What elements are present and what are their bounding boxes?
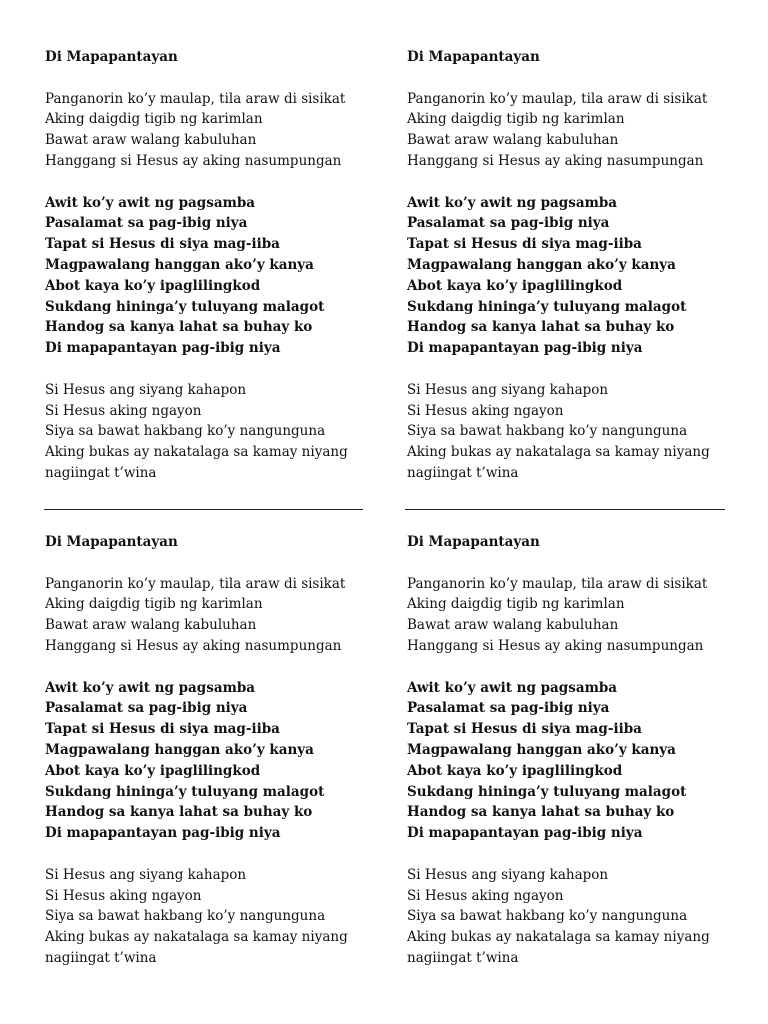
lyric-line: Bawat araw walang kabuluhan <box>407 132 619 149</box>
lyric-line: nagiingat t’wina <box>407 949 519 966</box>
lyric-line: Si Hesus aking ngayon <box>407 402 564 419</box>
lyric-line: Si Hesus ang siyang kahapon <box>45 866 247 883</box>
lyric-line: Si Hesus ang siyang kahapon <box>407 381 609 398</box>
chorus-line: Handog sa kanya lahat sa buhay ko <box>407 319 675 336</box>
lyric-line: Si Hesus aking ngayon <box>45 402 202 419</box>
chorus-line: Abot kaya ko’y ipaglilingkod <box>407 762 623 779</box>
chorus <box>45 193 375 359</box>
song-title: Di Mapapantayan <box>407 534 540 550</box>
chorus-line: Abot kaya ko’y ipaglilingkod <box>45 277 261 294</box>
verse-1 <box>407 89 737 172</box>
verse-1 <box>45 574 375 657</box>
chorus <box>407 193 737 359</box>
lyric-line: Hanggang si Hesus ay aking nasumpungan <box>45 152 342 169</box>
lyric-line: Si Hesus aking ngayon <box>407 887 564 904</box>
lyric-line: Si Hesus aking ngayon <box>45 887 202 904</box>
lyric-line: Aking daigdig tigib ng karimlan <box>45 111 263 128</box>
lyric-line: Aking bukas ay nakatalaga sa kamay niyang <box>407 929 710 946</box>
lyrics-card-bottom-left <box>45 532 375 969</box>
chorus-line: Sukdang hininga’y tuluyang malagot <box>407 783 687 800</box>
lyric-line: Hanggang si Hesus ay aking nasumpungan <box>407 637 704 654</box>
chorus-line: Pasalamat sa pag-ibig niya <box>407 215 610 232</box>
chorus-line: Tapat si Hesus di siya mag-iiba <box>45 721 280 738</box>
lyric-line: nagiingat t’wina <box>45 949 157 966</box>
chorus-line: Pasalamat sa pag-ibig niya <box>45 215 248 232</box>
lyric-line: Aking daigdig tigib ng karimlan <box>45 596 263 613</box>
lyric-line: Si Hesus ang siyang kahapon <box>407 866 609 883</box>
chorus-line: Sukdang hininga’y tuluyang malagot <box>407 298 687 315</box>
chorus-line: Tapat si Hesus di siya mag-iiba <box>407 236 642 253</box>
chorus-line: Abot kaya ko’y ipaglilingkod <box>45 762 261 779</box>
song-title: Di Mapapantayan <box>45 49 178 65</box>
lyric-line: Panganorin ko’y maulap, tila araw di sisikat <box>45 90 346 107</box>
lyric-line: Aking bukas ay nakatalaga sa kamay niyang <box>45 929 348 946</box>
lyric-line: Bawat araw walang kabuluhan <box>45 132 257 149</box>
verse-2 <box>407 380 737 484</box>
chorus-line: Magpawalang hanggan ako’y kanya <box>45 256 314 273</box>
chorus-line: Awit ko’y awit ng pagsamba <box>45 679 256 696</box>
lyric-line: Panganorin ko’y maulap, tila araw di sisikat <box>407 90 708 107</box>
lyric-line: Hanggang si Hesus ay aking nasumpungan <box>407 152 704 169</box>
song-title: Di Mapapantayan <box>407 49 540 65</box>
lyrics-card-top-right <box>407 47 737 484</box>
chorus-line: Di mapapantayan pag-ibig niya <box>45 340 281 357</box>
chorus-line: Di mapapantayan pag-ibig niya <box>45 825 281 842</box>
cut-line-left <box>44 509 363 510</box>
lyric-line: Aking bukas ay nakatalaga sa kamay niyang <box>45 444 348 461</box>
chorus-line: Awit ko’y awit ng pagsamba <box>45 194 256 211</box>
chorus <box>407 678 737 844</box>
chorus-line: Di mapapantayan pag-ibig niya <box>407 825 643 842</box>
lyric-line: nagiingat t’wina <box>45 464 157 481</box>
lyric-line: Panganorin ko’y maulap, tila araw di sisikat <box>407 575 708 592</box>
lyrics-card-top-left <box>45 47 375 484</box>
lyrics-card-bottom-right <box>407 532 737 969</box>
lyric-line: Si Hesus ang siyang kahapon <box>45 381 247 398</box>
chorus-line: Awit ko’y awit ng pagsamba <box>407 194 618 211</box>
lyric-line: Siya sa bawat hakbang ko’y nangunguna <box>407 423 688 440</box>
lyric-line: Bawat araw walang kabuluhan <box>407 617 619 634</box>
lyric-line: Panganorin ko’y maulap, tila araw di sisikat <box>45 575 346 592</box>
chorus-line: Di mapapantayan pag-ibig niya <box>407 340 643 357</box>
verse-1 <box>45 89 375 172</box>
chorus-line: Magpawalang hanggan ako’y kanya <box>45 741 314 758</box>
chorus-line: Handog sa kanya lahat sa buhay ko <box>407 804 675 821</box>
lyric-line: Siya sa bawat hakbang ko’y nangunguna <box>407 908 688 925</box>
verse-2 <box>45 865 375 969</box>
lyric-line: Aking daigdig tigib ng karimlan <box>407 111 625 128</box>
chorus-line: Handog sa kanya lahat sa buhay ko <box>45 804 313 821</box>
chorus-line: Sukdang hininga’y tuluyang malagot <box>45 298 325 315</box>
chorus <box>45 678 375 844</box>
lyric-line: Aking daigdig tigib ng karimlan <box>407 596 625 613</box>
lyric-line: Hanggang si Hesus ay aking nasumpungan <box>45 637 342 654</box>
chorus-line: Pasalamat sa pag-ibig niya <box>407 700 610 717</box>
lyric-line: Aking bukas ay nakatalaga sa kamay niyang <box>407 444 710 461</box>
verse-1 <box>407 574 737 657</box>
chorus-line: Handog sa kanya lahat sa buhay ko <box>45 319 313 336</box>
chorus-line: Magpawalang hanggan ako’y kanya <box>407 256 676 273</box>
cut-line-right <box>405 509 725 510</box>
verse-2 <box>407 865 737 969</box>
lyric-line: Bawat araw walang kabuluhan <box>45 617 257 634</box>
chorus-line: Sukdang hininga’y tuluyang malagot <box>45 783 325 800</box>
chorus-line: Tapat si Hesus di siya mag-iiba <box>407 721 642 738</box>
song-title: Di Mapapantayan <box>45 534 178 550</box>
verse-2 <box>45 380 375 484</box>
chorus-line: Magpawalang hanggan ako’y kanya <box>407 741 676 758</box>
lyric-line: nagiingat t’wina <box>407 464 519 481</box>
chorus-line: Abot kaya ko’y ipaglilingkod <box>407 277 623 294</box>
chorus-line: Awit ko’y awit ng pagsamba <box>407 679 618 696</box>
chorus-line: Tapat si Hesus di siya mag-iiba <box>45 236 280 253</box>
lyric-line: Siya sa bawat hakbang ko’y nangunguna <box>45 423 326 440</box>
lyric-line: Siya sa bawat hakbang ko’y nangunguna <box>45 908 326 925</box>
chorus-line: Pasalamat sa pag-ibig niya <box>45 700 248 717</box>
